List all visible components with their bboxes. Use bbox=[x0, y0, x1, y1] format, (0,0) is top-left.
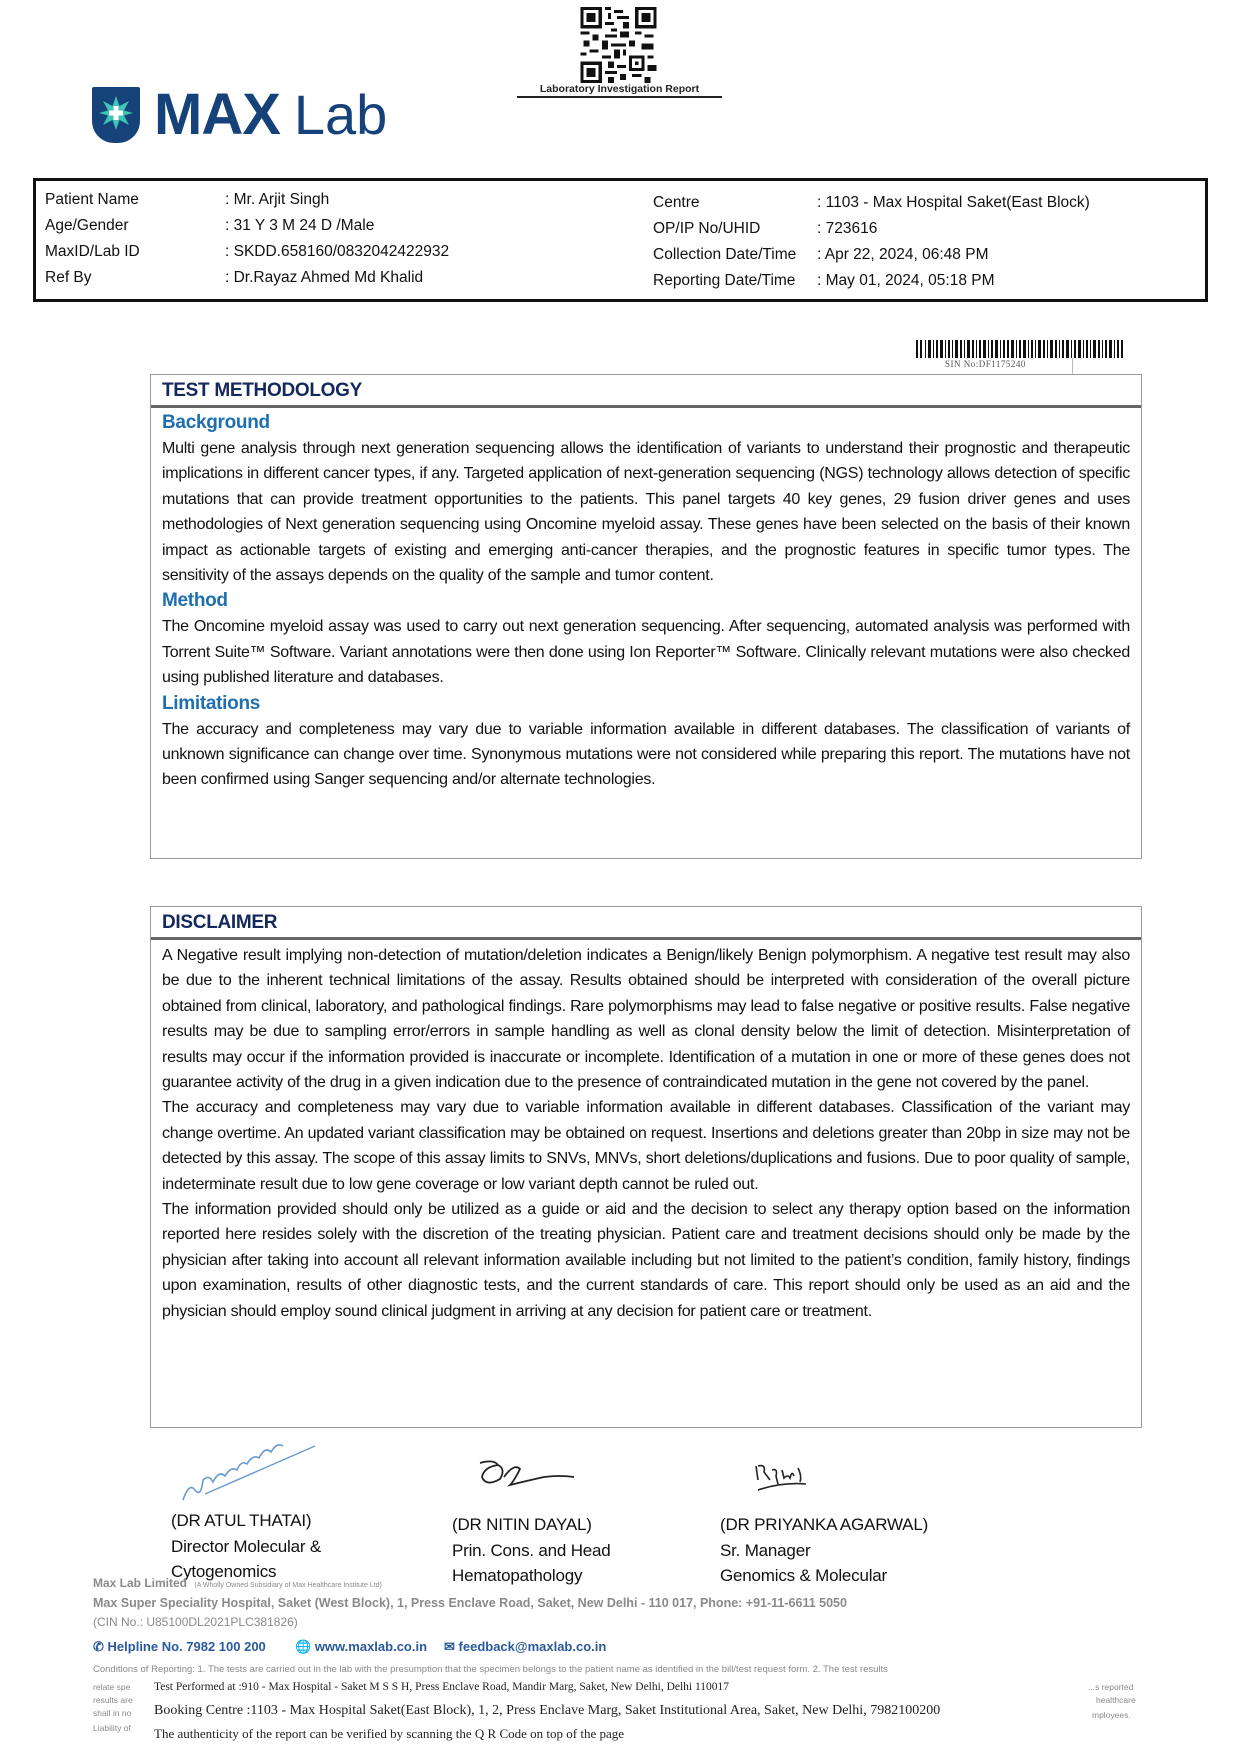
logo-suffix-text: Lab bbox=[293, 83, 388, 146]
qr-code-icon bbox=[580, 7, 657, 83]
barcode-divider bbox=[1072, 358, 1073, 374]
footer-conditions-fragment: results are bbox=[93, 1695, 133, 1705]
footer-conditions-fragment: healthcare bbox=[1096, 1695, 1136, 1705]
test-methodology-section bbox=[150, 374, 1142, 859]
signatory-3 bbox=[720, 1512, 928, 1589]
patient-name-label: Patient Name bbox=[45, 191, 139, 208]
signatory-2 bbox=[452, 1512, 611, 1589]
phone-icon: ✆ bbox=[93, 1639, 104, 1654]
signatory-name: (DR ATUL THATAI) bbox=[171, 1511, 312, 1530]
max-lab-logo bbox=[92, 82, 388, 147]
booking-centre: Booking Centre :1103 - Max Hospital Saket(East Block), 1, 2, Press Enclave Marg, Saket Institutional Area, Saket, New Delhi, 7982100200 bbox=[154, 1703, 941, 1718]
signatory-1 bbox=[171, 1508, 321, 1585]
footer-conditions-fragment: Liability of bbox=[93, 1723, 131, 1733]
footer-company-note: (A Wholly Owned Subsidiary of Max Healthcare Institute Ltd) bbox=[194, 1582, 382, 1589]
patient-name-value: : Mr. Arjit Singh bbox=[225, 191, 330, 208]
uhid-value: : 723616 bbox=[817, 220, 878, 237]
report-title: Laboratory Investigation Report bbox=[517, 83, 722, 98]
reporting-date-value: : May 01, 2024, 05:18 PM bbox=[817, 272, 995, 289]
method-heading: Method bbox=[162, 590, 228, 612]
globe-icon: 🌐 bbox=[295, 1639, 312, 1654]
disclaimer-section bbox=[150, 906, 1142, 1428]
footer-helpline: ✆ Helpline No. 7982 100 200 bbox=[93, 1639, 266, 1654]
signatory-name: (DR PRIYANKA AGARWAL) bbox=[720, 1515, 929, 1534]
footer-company: Max Lab Limited (A Wholly Owned Subsidiary of Max Healthcare Institute Ltd) bbox=[93, 1576, 382, 1590]
footer-conditions-fragment: ...s reported bbox=[1088, 1682, 1134, 1692]
signatory-title: Genomics & Molecular bbox=[720, 1566, 888, 1585]
footer-website[interactable]: 🌐 www.maxlab.co.in bbox=[295, 1639, 428, 1654]
age-gender-label: Age/Gender bbox=[45, 217, 129, 234]
footer-conditions-fragment: shall in no bbox=[93, 1708, 132, 1718]
lab-id-label: MaxID/Lab ID bbox=[45, 243, 140, 260]
uhid-label: OP/IP No/UHID bbox=[653, 220, 761, 237]
footer-conditions-fragment: relate spe bbox=[93, 1682, 131, 1692]
age-gender-value: : 31 Y 3 M 24 D /Male bbox=[225, 217, 375, 234]
signatory-name: (DR NITIN DAYAL) bbox=[452, 1515, 592, 1534]
shield-star-icon bbox=[92, 87, 140, 143]
limitations-text: The accuracy and completeness may vary due to variable information available in different databases. The classification of variants of unknown significance can change over time. Synonymous mutations were not considered while preparing this report. The mutations have not been confirmed using Sanger sequencing and/or alternate technologies. bbox=[162, 720, 1130, 789]
signatory-title: Hematopathology bbox=[452, 1566, 583, 1585]
mail-icon: ✉ bbox=[444, 1639, 455, 1654]
patient-info-box bbox=[33, 178, 1208, 302]
footer-conditions-fragment: mployees. bbox=[1092, 1710, 1131, 1720]
signatory-title: Director Molecular & bbox=[171, 1536, 321, 1556]
ref-by-label: Ref By bbox=[45, 269, 92, 286]
centre-label: Centre bbox=[653, 194, 700, 211]
limitations-heading: Limitations bbox=[162, 692, 261, 714]
barcode-icon bbox=[916, 340, 1126, 358]
disclaimer-paragraph: A Negative result implying non-detection of mutation/deletion indicates a Benign/likely Benign polymorphism. A negative test result may also be due to the inherent technical limitations of the assay. Results obtained should be interpreted with consideration of the overall picture obtained from clinical, laboratory, and pathological findings. Rare polymorphisms may lead to false negative or positive results. False negative results may be due to sampling error/errors in sample handling as well as clonal density below the limit of detection. Misinterpretation of results may occur if the information provided is inaccurate or incomplete. Identification of a mutation in one or more of these genes does not guarantee activity of the drug in a given indication due to the presence of contraindicated mutation in the gene not covered by the panel. bbox=[162, 947, 1130, 1092]
method-text: The Oncomine myeloid assay was used to carry out next generation sequencing. After sequencing, automated analysis was performed with Torrent Suite™ Software. Variant annotations were then done using Ion Reporter™ Software. Clinically relevant mutations were also checked using published literature and databases. bbox=[162, 618, 1130, 687]
signature-priyanka-agarwal bbox=[752, 1460, 822, 1500]
disclaimer-paragraph: The accuracy and completeness may vary due to variable information available in different databases. Classification of the variant may change overtime. An updated variant classification may be obtained on request. Insertions and deletions greater than 20bp in size may not be detected by this assay. The scope of this assay limits to SNVs, MNVs, short deletions/duplications and fusions. Due to poor quality of sample, indeterminate result due to low gene coverage or low variant depth cannot be ruled out. bbox=[162, 1099, 1130, 1193]
section-title: DISCLAIMER bbox=[151, 907, 1141, 940]
sin-number: SIN No:DF1175240 bbox=[945, 359, 1026, 369]
footer-conditions: Conditions of Reporting: 1. The tests are carried out in the lab with the presumption that the specimen belongs to the patient name as identified in the bill/test request form. 2. The test results bbox=[93, 1664, 888, 1675]
footer-cin: (CIN No.: U85100DL2021PLC381826) bbox=[93, 1615, 298, 1629]
background-heading: Background bbox=[162, 412, 270, 433]
signatory-title: Sr. Manager bbox=[720, 1540, 811, 1560]
signature-atul-thatai bbox=[175, 1430, 325, 1510]
signatory-title: Cytogenomics bbox=[171, 1562, 277, 1581]
signature-nitin-dayal bbox=[474, 1455, 584, 1495]
reporting-date-label: Reporting Date/Time bbox=[653, 272, 796, 289]
lab-id-value: : SKDD.658160/0832042422932 bbox=[225, 243, 450, 260]
collection-date-value: : Apr 22, 2024, 06:48 PM bbox=[817, 246, 989, 263]
background-text: Multi gene analysis through next generation sequencing allows the identification of variants to understand their prognostic and therapeutic implications in different cancer types, if any. Targeted application of next-generation sequencing (NGS) technology allows detection of specific mutations that can provide treatment opportunities to the patients. This panel targets 40 key genes, 29 fusion driver genes and uses methodologies of Next generation sequencing using Oncomine myeloid assay. These genes have been selected on the basis of their known impact as actionable targets of existing and emerging anti-cancer therapies, and the prognostic features in specific tumor types. The sensitivity of the assays depends on the quality of the sample and tumor content. bbox=[162, 440, 1130, 585]
signatory-title: Prin. Cons. and Head bbox=[452, 1540, 611, 1560]
test-performed-at: Test Performed at :910 - Max Hospital - Saket M S S H, Press Enclave Road, Mandir Marg, Saket, New Delhi, Delhi 110017 bbox=[154, 1681, 730, 1693]
authenticity-note: The authenticity of the report can be verified by scanning the Q R Code on top of the page bbox=[154, 1726, 625, 1741]
centre-value: : 1103 - Max Hospital Saket(East Block) bbox=[817, 194, 1090, 211]
footer-email[interactable]: ✉ feedback@maxlab.co.in bbox=[444, 1639, 607, 1654]
section-title: TEST METHODOLOGY bbox=[151, 375, 1141, 408]
ref-by-value: : Dr.Rayaz Ahmed Md Khalid bbox=[225, 269, 424, 286]
footer-address: Max Super Speciality Hospital, Saket (West Block), 1, Press Enclave Road, Saket, New Delhi - 110 017, Phone: +91-11-6611 5050 bbox=[93, 1596, 847, 1610]
collection-date-label: Collection Date/Time bbox=[653, 246, 797, 263]
disclaimer-paragraph: The information provided should only be utilized as a guide or aid and the decision to select any therapy option based on the information reported here resides solely with the discretion of the treating physician. Patient care and treatment decisions should only be made by the physician after taking into account all relevant information available including but not limited to the patient’s condition, family history, findings upon examination, results of other diagnostic tests, and the current standards of care. This report should only be used as an aid and the physician should employ sound clinical judgment in arriving at any decision for patient care or treatment. bbox=[162, 1201, 1130, 1320]
logo-brand-text: MAX bbox=[154, 82, 280, 147]
